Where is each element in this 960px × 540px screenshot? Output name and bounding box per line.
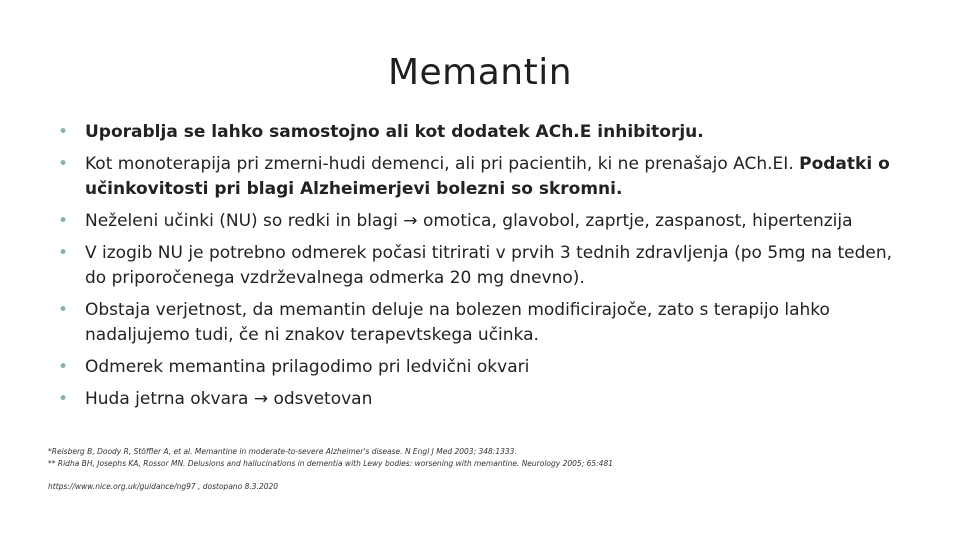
bullet-text: Neželeni učinki (NU) so redki in blagi → omotica, glavobol, zaprtje, zaspanost, hipertenzija: [85, 211, 853, 231]
bullet-item: [58, 152, 898, 202]
bullet-item: [58, 298, 898, 348]
bullet-item: [58, 387, 898, 412]
bullet-item: [58, 120, 898, 145]
references: [48, 446, 928, 470]
reference-2: ** Ridha BH, Josephs KA, Rossor MN. Delusions and hallucinations in dementia with Lewy bodies: worsening with memantine. Neurology 2005; 65:481: [48, 459, 613, 468]
reference-1: *Reisberg B, Doody R, Stöffler A, et al. Memantine in moderate-to-severe Alzheimer's disease. N Engl J Med 2003; 348:1333.: [48, 447, 517, 456]
bullet-text: Obstaja verjetnost, da memantin deluje na bolezen modificirajoče, zato s terapijo lahko nadaljujemo tudi, če ni znakov terapevtskega učinka.: [85, 300, 830, 345]
bullet-item: [58, 209, 898, 234]
bullet-text: Kot monoterapija pri zmerni-hudi demenci, ali pri pacientih, ki ne prenašajo ACh.EI.: [85, 154, 800, 174]
bullet-text: Huda jetrna okvara → odsvetovan: [85, 389, 373, 409]
slide-title: Memantin: [387, 52, 573, 93]
bullet-list: [58, 120, 898, 419]
bullet-item: [58, 355, 898, 380]
bullet-text: Uporablja se lahko samostojno ali kot dodatek ACh.E inhibitorju.: [85, 122, 704, 142]
bullet-item: [58, 241, 898, 291]
source-link[interactable]: https://www.nice.org.uk/guidance/ng97 , dostopano 8.3.2020: [48, 482, 279, 491]
bullet-text: V izogib NU je potrebno odmerek počasi titrirati v prvih 3 tednih zdravljenja (po 5mg na teden, do priporočenega vzdrževalnega odmerka 20 mg dnevno).: [85, 243, 893, 288]
bullet-text: Odmerek memantina prilagodimo pri ledvični okvari: [85, 357, 530, 377]
bullet-text: Podatki o učinkovitosti pri blagi Alzheimerjevi bolezni so skromni.: [85, 154, 890, 199]
